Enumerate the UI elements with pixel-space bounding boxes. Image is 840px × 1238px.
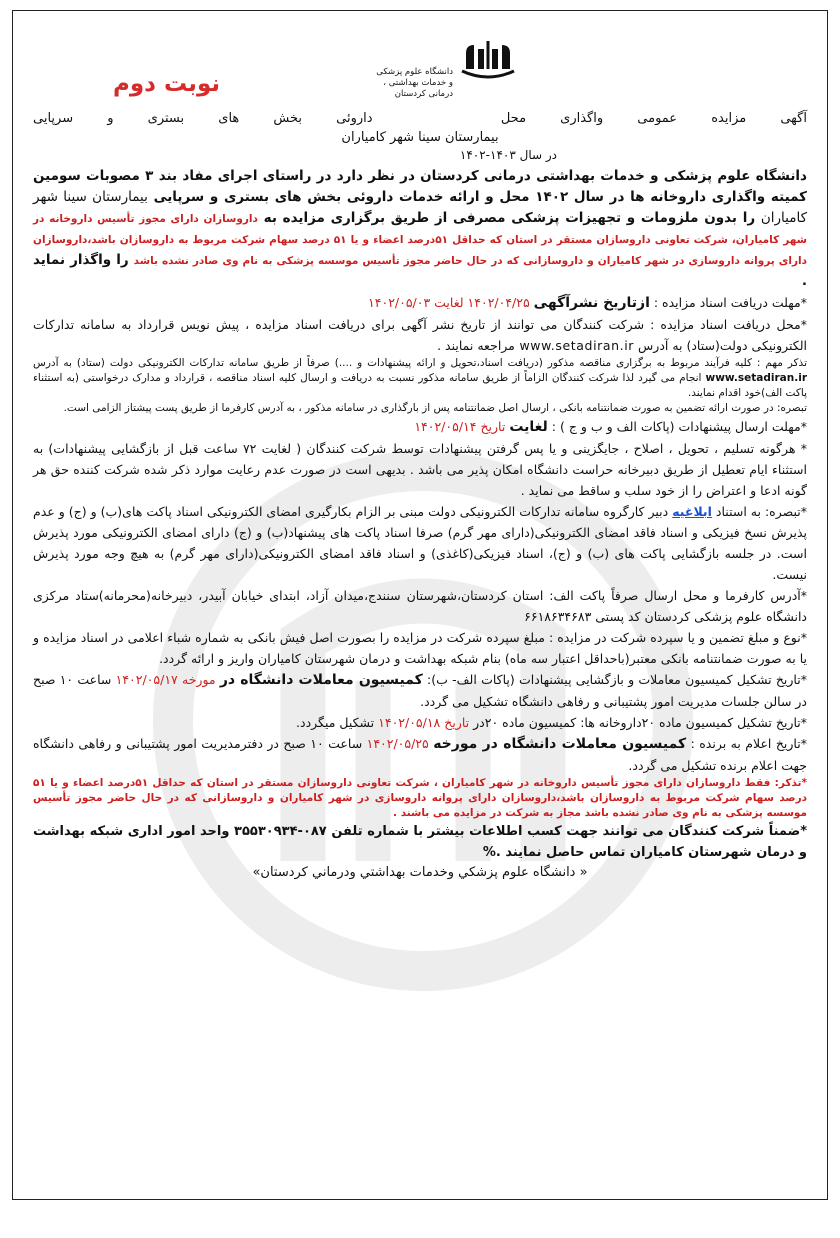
esign-paragraph: *تبصره: به استناد ابلاغیه دبیر کارگروه سامانه تدارکات الکترونیکی دولت مبنی بر الزام بکارگیری امضای الکترونیکی اسناد پاکت های(ب) و (ج) و عدم پذیرش نسخ فیزیکی و اسناد فاقد امضای الکترونیکی(دارای مهر گرم) صرفا اسناد پاکت های پیشنهاد(ب) و (ج) دارای امضای الکترونیکی مورد پذیرش است. در جلسه بازگشایی پاکت های (ب) و (ج)، اسناد فیزیکی(کاغذی) و اسناد فاقد امضای الکترونیکی(دارای مهر گرم) به هیچ وجه مورد پذیرش نیست.	[33, 504, 807, 582]
setad-url-link-2[interactable]: www.setadiran.ir	[705, 372, 808, 384]
notice-header	[33, 11, 807, 109]
important-note: تذکر مهم : کلیه فرآیند مربوط به برگزاری مناقصه مذکور (دریافت اسناد،تحویل و ارائه پیشنهادات و ....) صرفاً از طریق سامانه تدارکات الکترونیکی دولت (ستاد) به آدرس www.setadiran.ir انجام می گیرد لذا شرکت کنندگان الزاماً از طریق سامانه مذکور نسبت به دریافت و ارسال کلیه اسناد مناقصه ، قرارداد و مدارک درخواستی (به استثناء پاکت الف)خود اقدام نمایند.	[33, 357, 808, 399]
notice-title	[33, 109, 807, 128]
intro-paragraph: دانشگاه علوم پزشکی و خدمات بهداشتی درمانی کردستان در نظر دارد در راستای اجرای مفاد بند ۳ مصوبات سومین کمیته واگذاری داروخانه ها در سال ۱۴۰۲ محل و ارائه خدمات داروئی بخش های بستری و سرپایی بیمارستان سینا شهر کامیاران را بدون ملزومات و تجهیزات پزشکی مصرفی از طریق برگزاری مزایده به داروسازان دارای مجوز تأسیس داروخانه در شهر کامیاران، شرکت تعاونی داروسازان مستقر در استان که حداقل ۵۱درصد اعضاء و یا ۵۱ درصد سهام شرکت مربوط به داروسازان باشد،داروسازان دارای پروانه داروسازی در شهر کامیاران و داروسازانی که در حال حاضر مجوز تأسیس موسسه پزشکی به نام وی صادر نشده باشد را واگذار نماید .	[33, 168, 808, 289]
university-name: دانشگاه علوم پزشکی و خدمات بهداشتی ، درمانی کردستان	[376, 67, 453, 99]
guarantee-note: تبصره: در صورت ارائه تضمین به صورت ضمانتنامه بانکی ، ارسال اصل ضمانتنامه پس از بارگذاری در سامانه مذکور ، به آدرس کارفرما از طریق پست پیشتاز الزامی است.	[63, 402, 807, 414]
notification-link[interactable]: ابلاغیه	[672, 504, 712, 519]
commission-paragraph: *تاریخ تشکیل کمیسیون معاملات و بازگشایی پیشنهادات (پاکات الف- ب): کمیسیون معاملات دانشگاه در مورخه ۱۴۰۲/۰۵/۱۷ ساعت ۱۰ صبح در سالن جلسات مدیریت امور پشتیبانی و رفاهی دانشگاه تشکیل می گردد.	[33, 672, 807, 709]
doc-receive: *محل دریافت اسناد مزایده : شرکت کنندگان می توانند از تاریخ نشر آگهی برای دریافت اسناد مزایده ، پیش نویس قرارداد به سامانه تدارکات الکترونیکی دولت(ستاد) به آدرس www.setadiran.ir مراجعه نمایند .	[33, 317, 807, 353]
setad-url-link[interactable]: www.setadiran.ir	[519, 338, 635, 353]
round-label: نوبت دوم	[113, 71, 221, 97]
address-paragraph: *آدرس کارفرما و محل ارسال صرفاً پاکت الف: استان کردستان،شهرستان سنندج،میدان آزاد، ابتدای خیابان آبیدر، دبیرخانه(محرمانه)ستاد مرکزی دانشگاه علوم پزشکی کردستان کد پستی ۶۶۱۸۶۳۴۶۸۳	[33, 588, 807, 624]
title-part-1: آگهی مزایده عمومی واگذاری محل	[500, 111, 807, 126]
notice-year: در سال ۱۴۰۳-۱۴۰۲	[459, 148, 557, 162]
submit-deadline: *مهلت ارسال پیشنهادات (پاکات الف و ب و ج ) : لغایت تاریخ ۱۴۰۲/۰۵/۱۴	[414, 419, 807, 435]
reminder-note: *تذکر: فقط داروسازان دارای مجوز تأسیس داروخانه در شهر کامیاران ، شرکت تعاونی داروسازان مستقر در استان که حداقل ۵۱درصد اعضاء و یا ۵۱ درصد سهام شرکت مربوط به داروسازان باشد،داروسازان دارای پروانه داروسازی در شهر کامیاران و داروسازانی که در حال حاضر مجوز تأسیس موسسه پزشکی به نام وی صادر نشده باشد مجاز به شرکت در مزایده می باشند .	[33, 777, 807, 819]
guarantee-paragraph: *نوع و مبلغ تضمین و یا سپرده شرکت در مزایده : مبلغ سپرده شرکت در مزایده را بصورت اصل فیش بانکی به شماره شباء اعلامی در اسناد مزایده و یا به صورت ضمانتنامه بانکی معتبر(باحداقل اعتبار سه ماه) بنام شبکه بهداشت و درمان شهرستان کامیاران واریز و ارائه گردد.	[33, 630, 807, 666]
title-part-2: داروئی بخش های بستری و سرپایی	[33, 111, 373, 126]
contact-paragraph: *ضمناً شرکت کنندگان می توانند جهت کسب اطلاعات بیشتر با شماره تلفن ۰۸۷-۳۵۵۳۰۹۳۴ واحد امور اداری شبکه بهداشت و درمان شهرستان کامیاران تماس حاصل نمایند .%	[33, 824, 807, 860]
winner-paragraph: *تاریخ اعلام به برنده : کمیسیون معاملات دانشگاه در مورخه ۱۴۰۲/۰۵/۲۵ ساعت ۱۰ صبح در دفترمدیریت امور پشتیبانی و رفاهی دانشگاه جهت اعلام برنده تشکیل می گردد.	[33, 736, 807, 773]
notice-title-line-2: بیمارستان سینا شهر کامیاران	[341, 130, 499, 145]
university-logo-icon	[460, 39, 516, 81]
article20-paragraph: *تاریخ تشکیل کمیسیون ماده ۲۰داروخانه ها: کمیسیون ماده ۲۰در تاریخ ۱۴۰۲/۰۵/۱۸ تشکیل میگردد.	[296, 715, 807, 730]
footer-university: « دانشگاه علوم پزشکي وخدمات بهداشتي ودرماني کردستان»	[252, 865, 588, 880]
doc-deadline: *مهلت دریافت اسناد مزایده : ازتاریخ نشرآگهی ۱۴۰۲/۰۴/۲۵ لغایت ۱۴۰۲/۰۵/۰۳	[368, 295, 807, 311]
changes-paragraph: * هرگونه تسلیم ، تحویل ، اصلاح ، جایگزینی و یا پس گرفتن پیشنهادات توسط شرکت کنندگان ( لغایت ۷۲ ساعت قبل از بازگشایی پیشنهادات) به استثناء ایام تعطیل از طریق دبیرخانه حراست دانشگاه امکان پذیر می باشد . بدیهی است در صورت عدم رعایت موارد ذکر شده شرکت کننده حق هر گونه ادعا و اعتراض را از خود سلب و ساقط می نماید .	[33, 441, 807, 498]
notice-page	[12, 10, 828, 1200]
